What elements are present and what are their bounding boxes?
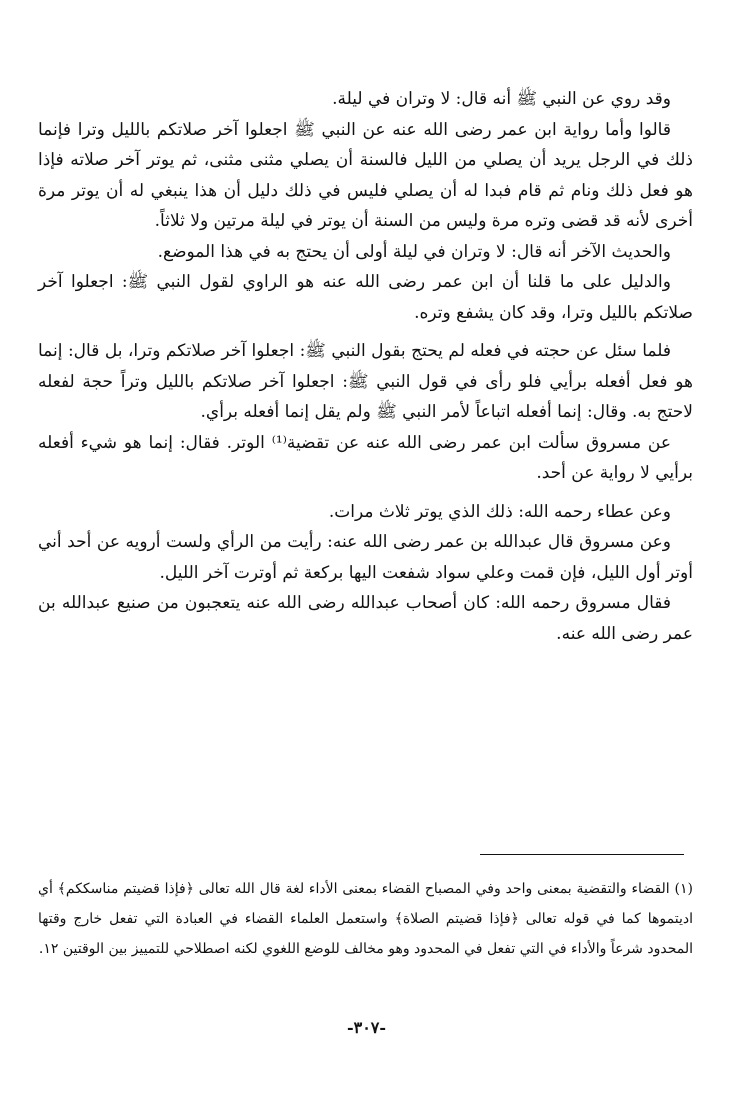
main-text bbox=[38, 84, 693, 649]
paragraph: وقد روي عن النبي ﷺ أنه قال: لا وتران في ليلة. bbox=[332, 89, 671, 109]
paragraph: وعن مسروق قال عبدالله بن عمر رضى الله عنه: رأيت من الرأي ولست أرويه عن أحد أني أوتر أول الليل، فإن قمت وعلي سواد شفعت اليها بركعة ثم أوترت آخر الليل. bbox=[38, 532, 693, 583]
footnote-divider bbox=[480, 854, 684, 855]
page-number: -٣٠٧- bbox=[346, 1018, 387, 1037]
paragraph: فلما سئل عن حجته في فعله لم يحتج بقول النبي ﷺ: اجعلوا آخر صلاتكم وترا، بل قال: إنما هو فعل أفعله برأيي فلو رأى في قول النبي ﷺ: اجعلوا آخر صلاتكم بالليل وتراً حجة لفعله لاحتج به. وقال: إنما أفعله اتباعاً لأمر النبي ﷺ ولم يقل إنما أفعله برأي. bbox=[38, 341, 693, 422]
paragraph: والحديث الآخر أنه قال: لا وتران في ليلة أولى أن يحتج به في هذا الموضع. bbox=[157, 241, 671, 262]
paragraph: والدليل على ما قلنا أن ابن عمر رضى الله عنه هو الراوي لقول النبي ﷺ: اجعلوا آخر صلاتكم بالليل وترا، وقد كان يشفع وتره. bbox=[38, 272, 693, 323]
footnotes bbox=[38, 874, 693, 964]
footnote: (١) القضاء والتقضية بمعنى واحد وفي المصباح القضاء بمعنى الأداء لغة قال الله تعالى ﴿فإذا قضيتم مناسككم﴾ أي اديتموها كما في قوله تعالى ﴿فإذا قضيتم الصلاة﴾ واستعمل العلماء القضاء في العبادة التي تفعل خارج وقتها المحدود شرعاً والأداء في التي تفعل في المحدود وهو مخالف للوضع اللغوي لكنه اصطلاحي للتمييز بين الوقتين ١٢. bbox=[38, 881, 693, 957]
paragraph: فقال مسروق رحمه الله: كان أصحاب عبدالله رضى الله عنه يتعجبون من صنيع عبدالله بن عمر رضى الله عنه. bbox=[38, 593, 693, 644]
paragraph: وعن عطاء رحمه الله: ذلك الذي يوتر ثلاث مرات. bbox=[328, 501, 671, 522]
paragraph: عن مسروق سألت ابن عمر رضى الله عنه عن تقضية⁽¹⁾ الوتر. فقال: إنما هو شيء أفعله برأيي لا رواية عن أحد. bbox=[38, 432, 693, 483]
paragraph: قالوا وأما رواية ابن عمر رضى الله عنه عن النبي ﷺ اجعلوا آخر صلاتكم بالليل وترا فإنما ذلك في الرجل يريد أن يصلي من الليل فالسنة أن يصلي مثنى مثنى، ثم يوتر آخر صلاته فإذا هو فعل ذلك ونام ثم قام فبدا له أن يصلي فليس في ذلك دليل أن هذا ينبغي له أن يوتر مرة أخرى لأنه قد قضى وتره مرة وليس من السنة أن يوتر في ليلة مرتين ولا ثلاثاً. bbox=[38, 119, 693, 231]
